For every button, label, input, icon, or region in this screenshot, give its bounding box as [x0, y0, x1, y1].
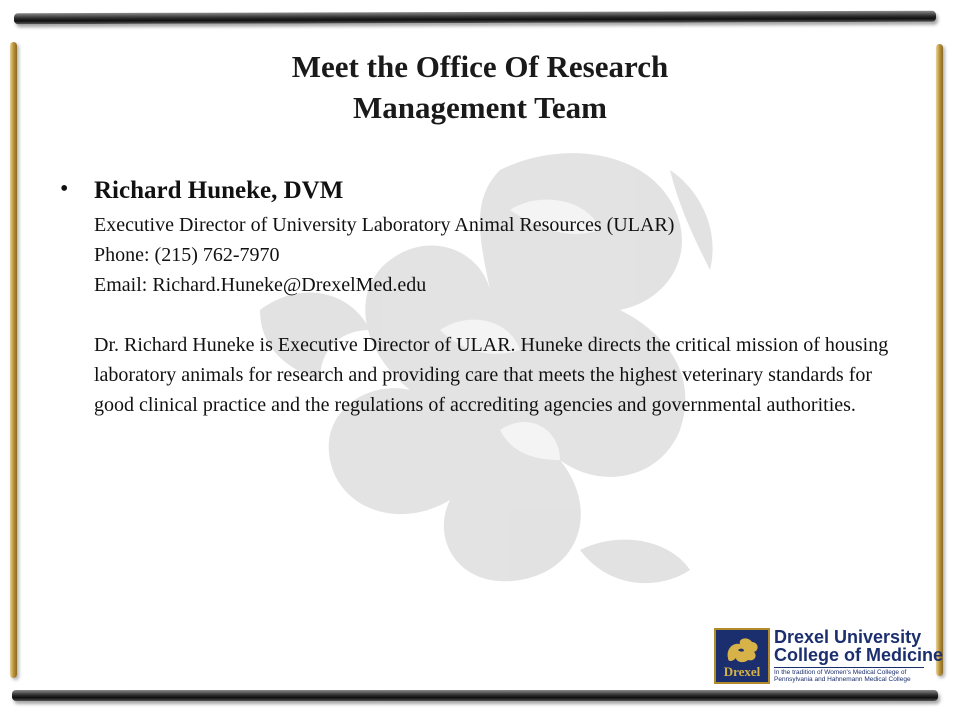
top-border-bar: [14, 11, 936, 24]
right-border-bar: [936, 44, 943, 676]
drexel-logo-title: [774, 628, 943, 664]
title-line-1: Meet the Office Of Research: [291, 49, 669, 84]
drexel-logo-mark: [714, 628, 770, 684]
slide-title: [60, 46, 900, 128]
logo-tagline: [774, 669, 911, 683]
person-position: Executive Director of University Laboratory Animal Resources (ULAR): [94, 214, 675, 236]
logo-separator: [774, 667, 924, 668]
drexel-mark-text: Drexel: [723, 664, 761, 679]
logo-line-2: College of Medicine: [774, 645, 944, 665]
person-email: Email: Richard.Huneke@DrexelMed.edu: [94, 274, 427, 296]
logo-tagline-1: In the tradition of Women's Medical College of: [774, 669, 907, 676]
profile-block: [94, 172, 894, 420]
bottom-border-bar: [12, 690, 938, 701]
person-name: Richard Huneke, DVM: [94, 177, 344, 204]
left-border-bar: [10, 42, 17, 678]
bullet-marker: •: [60, 176, 69, 202]
person-phone: Phone: (215) 762-7970: [94, 244, 280, 266]
logo-line-1: Drexel University: [774, 627, 922, 647]
person-bio: Dr. Richard Huneke is Executive Director of ULAR. Huneke directs the critical mission of housing laboratory animals for research and providing care that meets the highest veterinary standards for good clinical practice and the regulations of accrediting agencies and governmental authorities.: [94, 334, 889, 416]
drexel-logo: [714, 627, 944, 684]
title-line-2: Management Team: [352, 90, 607, 125]
logo-tagline-2: Pennsylvania and Hahnemann Medical College: [774, 676, 911, 683]
dragon-icon: [722, 634, 762, 664]
